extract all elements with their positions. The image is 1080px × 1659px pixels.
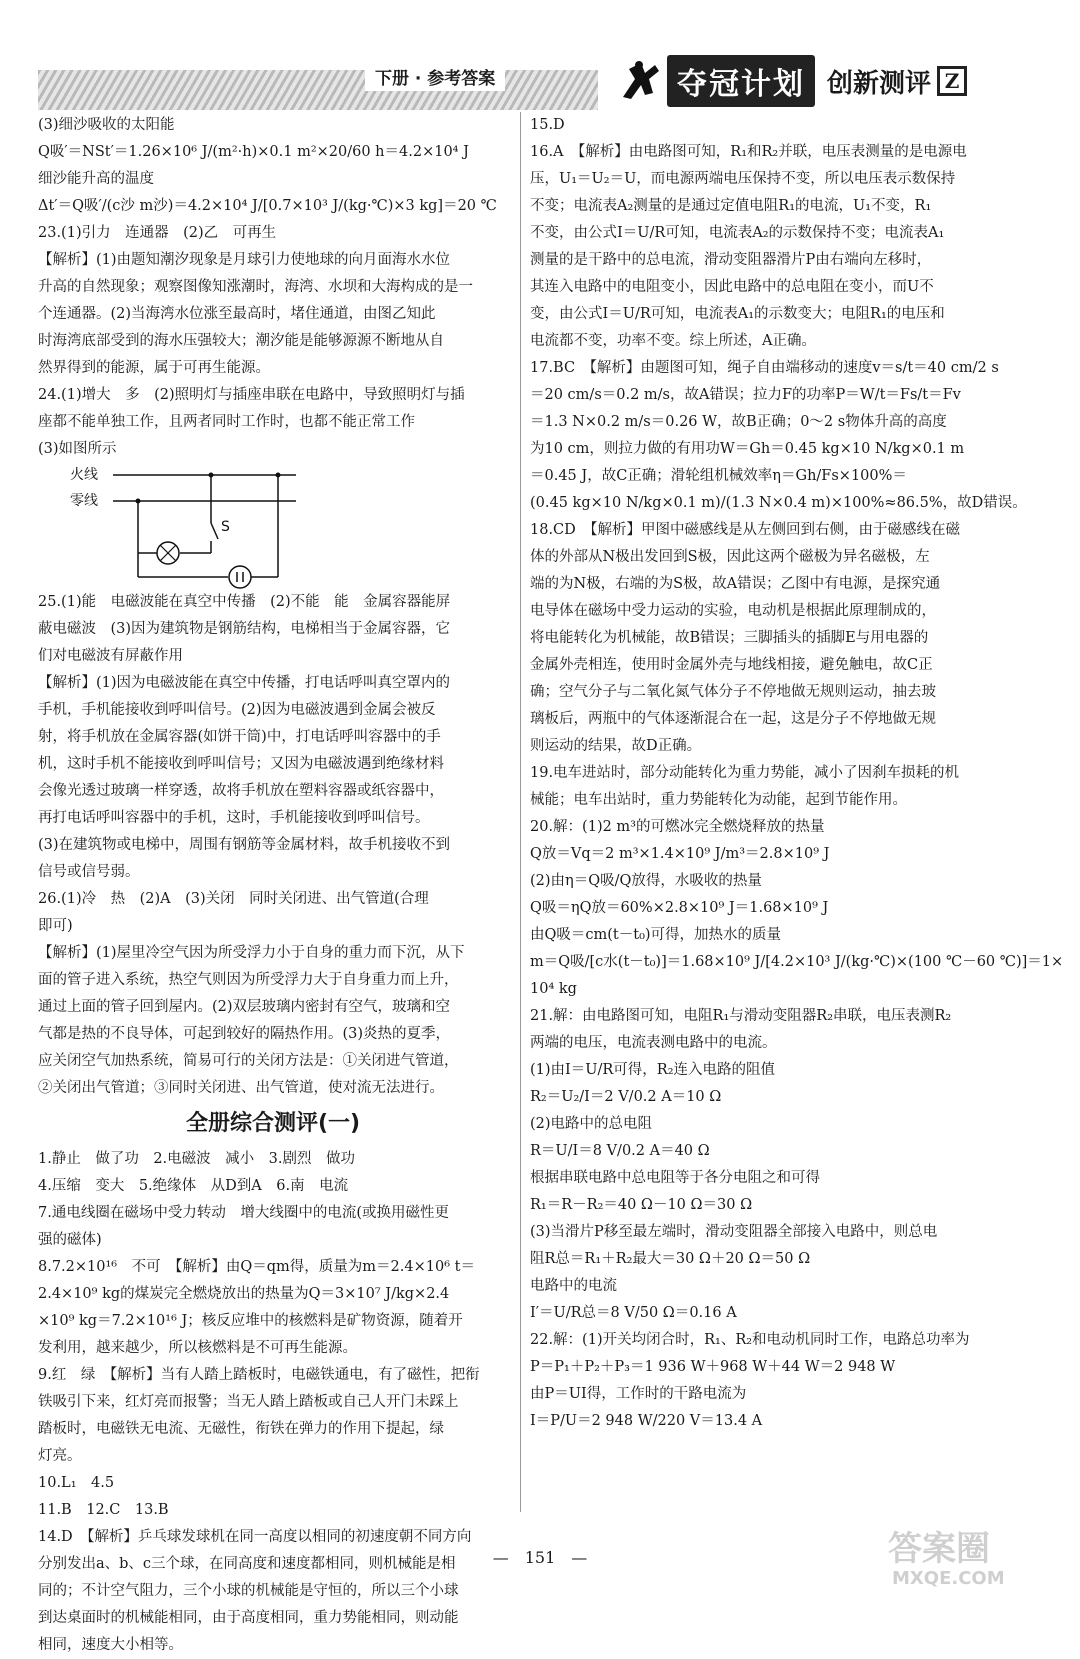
text-line: 两端的电压，电流表测电路中的电流。 [530, 1035, 777, 1051]
text-line: Q吸′＝NSt′＝1.26×10⁶ J/(m²·h)×0.1 m²×20/60 h＝4.2×10⁴ J [38, 144, 469, 160]
text-line: 变，由公式I＝U/R可知，电流表A₁的示数变大；电阻R₁的电压和 [530, 306, 945, 322]
text-line: 们对电磁波有屏蔽作用 [38, 648, 183, 664]
text-line: P＝P₁＋P₂＋P₃＝1 936 W＋968 W＋44 W＝2 948 W [530, 1359, 896, 1375]
text-line: 25.(1)能 电磁波能在真空中传播 (2)不能 能 金属容器能屏 [38, 594, 451, 610]
text-line: 24.(1)增大 多 (2)照明灯与插座串联在电路中，导致照明灯与插 [38, 387, 465, 403]
text-line: 10.L₁ 4.5 [38, 1475, 115, 1491]
watermark-url: MXQE.COM [892, 1568, 1005, 1589]
text-line: 不变；电流表A₂测量的是通过定值电阻R₁的电流，U₁不变，R₁ [530, 198, 932, 214]
text-line: 电路中的电流 [530, 1278, 617, 1294]
text-line: (3)在建筑物或电梯中，周围有钢筋等金属材料，故手机接收不到 [38, 837, 451, 853]
text-line: R＝U/I＝8 V/0.2 A＝40 Ω [530, 1143, 710, 1159]
text-line: 璃板后，两瓶中的气体逐渐混合在一起，这是分子不停地做无规 [530, 711, 936, 727]
watermark-logo-icon [880, 1520, 1050, 1590]
text-line: 由P＝UI得，工作时的干路电流为 [530, 1386, 747, 1402]
text-line: 确；空气分子与二氧化氮气体分子不停地做无规则运动，抽去玻 [530, 684, 936, 700]
right-answers [530, 112, 1064, 1435]
text-line: 信号或信号弱。 [38, 864, 140, 880]
text-line: (2)电路中的总电阻 [530, 1116, 653, 1132]
right-column [530, 112, 1064, 1435]
text-line: (3)当滑片P移至最左端时，滑动变阻器全部接入电路中，则总电 [530, 1224, 938, 1240]
brand-name: 夺冠计划 [667, 55, 815, 107]
socket-live-junction-dot [276, 473, 281, 478]
text-line: 其连入电路中的电阻变小，因此电路中的总电阻在变小，而U不 [530, 279, 934, 295]
circuit-diagram [68, 465, 298, 587]
text-line: 应关闭空气加热系统，简易可行的关闭方法是：①关闭进气管道， [38, 1053, 459, 1069]
text-line: 22.解：(1)开关均闭合时，R₁、R₂和电动机同时工作，电路总功率为 [530, 1332, 970, 1348]
text-line: 由Q吸＝cm(t－t₀)可得，加热水的质量 [530, 927, 782, 943]
text-line: 时海湾底部受到的海水压强较大；潮汐能是能够源源不断地从自 [38, 333, 444, 349]
brand-logo-group [615, 55, 967, 107]
text-line: 4.压缩 变大 5.绝缘体 从D到A 6.南 电流 [38, 1178, 349, 1194]
text-line: 14.D 【解析】乒乓球发球机在同一高度以相同的初速度朝不同方向 [38, 1529, 472, 1545]
text-line: Q放＝Vq＝2 m³×1.4×10⁹ J/m³＝2.8×10⁹ J [530, 846, 830, 862]
text-line: (2)由η＝Q吸/Q放得，水吸收的热量 [530, 873, 762, 889]
text-line: (3)如图所示 [38, 441, 117, 457]
text-line: 金属外壳相连，使用时金属外壳与地线相接，避免触电，故C正 [530, 657, 933, 673]
text-line: ②关闭出气管道；③同时关闭进、出气管道，使对流无法进行。 [38, 1080, 444, 1096]
text-line: 不变，由公式I＝U/R可知，电流表A₂的示数保持不变；电流表A₁ [530, 225, 945, 241]
text-line: 蔽电磁波 (3)因为建筑物是钢筋结构，电梯相当于金属容器，它 [38, 621, 451, 637]
text-line: 15.D [530, 117, 565, 133]
text-line: (3)细沙吸收的太阳能 [38, 117, 175, 133]
neutral-wire-label: 零线 [70, 493, 98, 509]
left-column [38, 112, 508, 1659]
text-line: 20.解：(1)2 m³的可燃冰完全燃烧释放的热量 [530, 819, 825, 835]
page-header [0, 0, 1080, 118]
brand-mark-icon: Z [937, 66, 967, 96]
text-line: 测量的是干路中的总电流，滑动变阻器滑片P由右端向左移时， [530, 252, 932, 268]
text-line: 再打电话呼叫容器中的手机，这时，手机能接收到呼叫信号。 [38, 810, 430, 826]
text-line: 7.通电线圈在磁场中受力转动 增大线圈中的电流(或换用磁性更 [38, 1205, 449, 1221]
text-line: 电流都不变，功率不变。综上所述，A正确。 [530, 333, 816, 349]
text-line: 体的外部从N极出发回到S极，因此这两个磁极为异名磁极，左 [530, 549, 930, 565]
text-line: Δt′＝Q吸′/(c沙 m沙)＝4.2×10⁴ J/[0.7×10³ J/(kg·℃)×3 kg]＝20 ℃ [38, 198, 497, 214]
text-line: I′＝U/R总＝8 V/50 Ω＝0.16 A [530, 1305, 737, 1321]
text-line: 电导体在磁场中受力运动的实验，电动机是根据此原理制成的， [530, 603, 936, 619]
text-line: 机，这时手机不能接收到呼叫信号；又因为电磁波遇到绝缘材料 [38, 756, 444, 772]
text-line: 10⁴ kg [530, 981, 577, 997]
header-pattern-band [38, 70, 598, 110]
text-line: (0.45 kg×10 N/kg×0.1 m)/(1.3 N×0.4 m)×100%≈86.5%，故D错误。 [530, 495, 1027, 511]
text-line: 灯亮。 [38, 1448, 82, 1464]
switch-label: S [221, 519, 230, 535]
text-line: 射，将手机放在金属容器(如饼干筒)中，打电话呼叫容器中的手 [38, 729, 441, 745]
text-line: 会像光透过玻璃一样穿透，故将手机放在塑料容器或纸容器中， [38, 783, 444, 799]
page-number: — 151 — [492, 1548, 588, 1567]
text-line: 手机，手机能接收到呼叫信号。(2)因为电磁波遇到金属会被反 [38, 702, 436, 718]
text-line: 16.A 【解析】由电路图可知，R₁和R₂并联，电压表测量的是电源电 [530, 144, 967, 160]
socket-icon [229, 566, 251, 588]
text-line: 阻R总＝R₁＋R₂最大＝30 Ω＋20 Ω＝50 Ω [530, 1251, 811, 1267]
text-line: 则运动的结果，故D正确。 [530, 738, 702, 754]
text-line: 分别发出a、b、c三个球，在同高度和速度都相同，则机械能是相 [38, 1556, 456, 1572]
text-line: 2.4×10⁹ kg的煤炭完全燃烧放出的热量为Q＝3×10⁷ J/kg×2.4 [38, 1286, 450, 1302]
text-line: 个连通器。(2)当海湾水位涨至最高时，堵住通道，由图乙知此 [38, 306, 436, 322]
text-line: Q吸＝ηQ放＝60%×2.8×10⁹ J＝1.68×10⁹ J [530, 900, 829, 916]
text-line: I＝P/U＝2 948 W/220 V＝13.4 A [530, 1413, 763, 1429]
text-line: 19.电车进站时，部分动能转化为重力势能，减小了因刹车损耗的机 [530, 765, 960, 781]
text-line: 【解析】(1)由题知潮汐现象是月球引力使地球的向月面海水水位 [38, 252, 451, 268]
text-line: 8.7.2×10¹⁶ 不可 【解析】由Q＝qm得，质量为m＝2.4×10⁶ t＝ [38, 1259, 475, 1275]
text-line: 铁吸引下来，红灯亮而报警；当无人踏上踏板或自己人开门未踩上 [38, 1394, 459, 1410]
text-line: 踏板时，电磁铁无电流、无磁性，衔铁在弹力的作用下提起，绿 [38, 1421, 444, 1437]
text-line: 26.(1)冷 热 (2)A (3)关闭 同时关闭进、出气管道(合理 [38, 891, 429, 907]
text-line: m＝Q吸/[c水(t－t₀)]＝1.68×10⁹ J/[4.2×10³ J/(kg·℃)×(100 ℃－60 ℃)]＝1× [530, 954, 1064, 970]
text-line: ＝0.45 J，故C正确；滑轮组机械效率η＝Gh/Fs×100%＝ [530, 468, 907, 484]
left-answers-middle [38, 589, 508, 1102]
text-line: ×10⁹ kg＝7.2×10¹⁶ J；核反应堆中的核燃料是矿物资源，随着开 [38, 1313, 463, 1329]
text-line: 为10 cm，则拉力做的有用功W＝Gh＝0.45 kg×10 N/kg×0.1 m [530, 441, 965, 457]
text-line: 11.B 12.C 13.B [38, 1502, 169, 1518]
trophy-runner-logo-icon [615, 57, 667, 105]
left-answers-top [38, 112, 508, 463]
text-line: 发利用，越来越少，所以核燃料是不可再生能源。 [38, 1340, 357, 1356]
text-line: 17.BC 【解析】由题图可知，绳子自由端移动的速度v＝s/t＝40 cm/2 s [530, 360, 999, 376]
text-line: 9.红 绿 【解析】当有人踏上踏板时，电磁铁通电，有了磁性，把衔 [38, 1367, 480, 1383]
text-line: ＝20 cm/s＝0.2 m/s，故A错误；拉力F的功率P＝W/t＝Fs/t＝Fv [530, 387, 961, 403]
text-line: ＝1.3 N×0.2 m/s＝0.26 W，故B正确；0～2 s物体升高的高度 [530, 414, 947, 430]
text-line: 细沙能升高的温度 [38, 171, 154, 187]
text-line: 将电能转化为机械能，故B错误；三脚插头的插脚E与用电器的 [530, 630, 929, 646]
column-divider [520, 112, 521, 1512]
text-line: 通过上面的管子回到屋内。(2)双层玻璃内密封有空气，玻璃和空 [38, 999, 451, 1015]
left-answers-bottom [38, 1146, 508, 1659]
text-line: (1)由I＝U/R可得，R₂连入电路的阻值 [530, 1062, 776, 1078]
text-line: 21.解：由电路图可知，电阻R₁与滑动变阻器R₂串联，电压表测R₂ [530, 1008, 952, 1024]
switch-blade [211, 523, 218, 539]
text-line: 到达桌面时的机械能相同，由于高度相同，重力势能相同，则动能 [38, 1610, 459, 1626]
text-line: 升高的自然现象；观察图像知涨潮时，海湾、水坝和大海构成的是一 [38, 279, 473, 295]
text-line: R₂＝U₂/I＝2 V/0.2 A＝10 Ω [530, 1089, 722, 1105]
text-line: 座都不能单独工作，且两者同时工作时，也都不能正常工作 [38, 414, 415, 430]
text-line: 端的为N极，右端的为S极，故A错误；乙图中有电源，是探究通 [530, 576, 941, 592]
text-line: 械能；电车出站时，重力势能转化为动能，起到节能作用。 [530, 792, 907, 808]
text-line: 即可) [38, 918, 73, 934]
text-line: 23.(1)引力 连通器 (2)乙 可再生 [38, 225, 277, 241]
live-wire-label: 火线 [70, 467, 98, 483]
text-line: 气都是热的不良导体，可起到较好的隔热作用。(3)炎热的夏季， [38, 1026, 451, 1042]
brand-subtitle: 创新测评 [827, 68, 932, 99]
text-line: 根据串联电路中总电阻等于各分电阻之和可得 [530, 1170, 820, 1186]
section-title: 全册综合测评(一) [185, 1111, 361, 1136]
text-line: 面的管子进入系统，热空气则因为所受浮力大于自身重力而上升， [38, 972, 459, 988]
watermark-text: 答案圈 [888, 1529, 990, 1569]
text-line: 【解析】(1)因为电磁波能在真空中传播，打电话呼叫真空罩内的 [38, 675, 451, 691]
text-line: 18.CD 【解析】甲图中磁感线是从左侧回到右侧，由于磁感线在磁 [530, 522, 961, 538]
text-line: 压，U₁＝U₂＝U，而电源两端电压保持不变，所以电压表示数保持 [530, 171, 956, 187]
header-section-label: 下册 · 参考答案 [365, 62, 505, 91]
text-line: 1.静止 做了功 2.电磁波 减小 3.剧烈 做功 [38, 1151, 356, 1167]
text-line: 【解析】(1)屋里冷空气因为所受浮力小于自身的重力而下沉，从下 [38, 945, 465, 961]
text-line: 然界得到的能源，属于可再生能源。 [38, 360, 270, 376]
text-line: 强的磁体) [38, 1232, 102, 1248]
text-line: 相同，速度大小相等。 [38, 1637, 183, 1653]
text-line: 同的；不计空气阻力，三个小球的机械能是守恒的，所以三个小球 [38, 1583, 459, 1599]
text-line: R₁＝R－R₂＝40 Ω－10 Ω＝30 Ω [530, 1197, 753, 1213]
